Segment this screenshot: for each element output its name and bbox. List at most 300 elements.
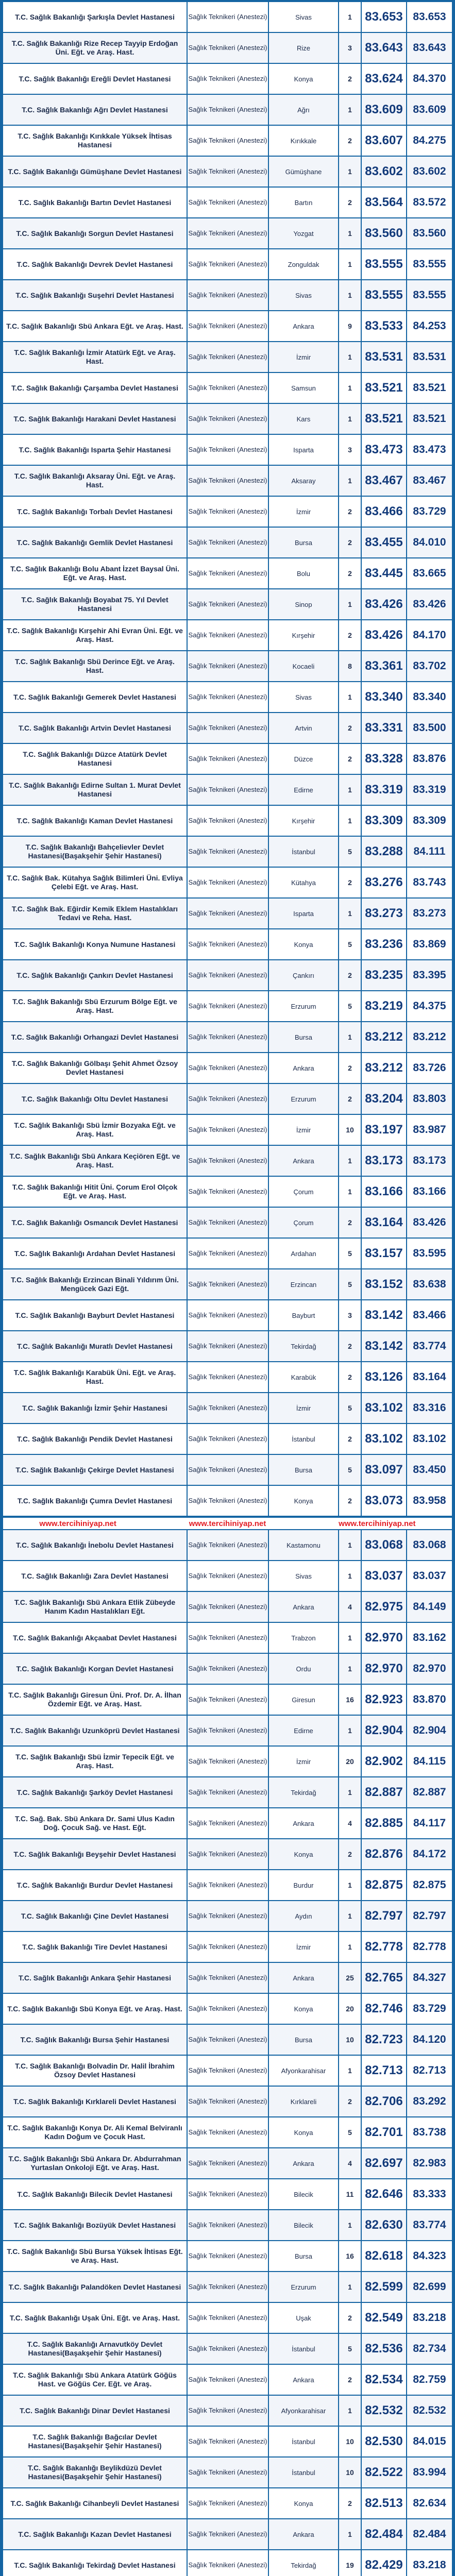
row-max-score: 83.729: [413, 2003, 446, 2014]
table-row: [3, 1654, 452, 1685]
table-row: [3, 713, 452, 744]
row-program: Sağlık Teknikeri (Anestezi): [188, 2396, 269, 2426]
row-program: Sağlık Teknikeri (Anestezi): [188, 1994, 269, 2024]
row-program: Sağlık Teknikeri (Anestezi): [188, 2179, 269, 2209]
row-min-score: 83.288: [362, 837, 407, 867]
row-min-score: 82.599: [362, 2272, 407, 2302]
row-max-score: 83.218: [413, 2312, 446, 2324]
row-hospital: T.C. Sağlık Bakanlığı Beyşehir Devlet Hastanesi: [3, 1839, 188, 1869]
row-max-score: 83.653: [413, 11, 446, 23]
row-city: Konya: [269, 2488, 339, 2518]
row-max-score: 83.726: [413, 1062, 446, 1074]
row-hospital: T.C. Sağlık Bakanlığı Sbü Ankara Keçiören Eğt. ve Araş. Hast.: [3, 1146, 188, 1176]
row-min-score: 82.532: [362, 2396, 407, 2426]
row-min-score: 83.142: [362, 1331, 407, 1361]
row-min-score: 83.037: [362, 1561, 407, 1591]
row-quota: 1: [339, 95, 362, 125]
row-max-score: 84.370: [413, 73, 446, 84]
row-hospital: T.C. Sağlık Bakanlığı Konya Dr. Ali Kemal Belviranlı Kadın Doğum ve Çocuk Hast.: [3, 2117, 188, 2147]
row-quota: 5: [339, 1455, 362, 1485]
row-program: Sağlık Teknikeri (Anestezi): [188, 1932, 269, 1962]
row-hospital: T.C. Sağlık Bakanlığı Zara Devlet Hastanesi: [3, 1561, 188, 1591]
row-city: Kütahya: [269, 868, 339, 897]
row-quota: 3: [339, 33, 362, 63]
row-hospital: T.C. Sağlık Bakanlığı Çarşamba Devlet Hastanesi: [3, 373, 188, 403]
row-program: Sağlık Teknikeri (Anestezi): [188, 991, 269, 1021]
row-min-score: 83.445: [362, 558, 407, 588]
row-city: İzmir: [269, 1747, 339, 1776]
row-hospital: T.C. Sağlık Bakanlığı Bolu Abant İzzet Baysal Üni. Eğt. ve Araş. Hast.: [3, 558, 188, 588]
row-min-score: 83.212: [362, 1053, 407, 1083]
row-quota: 1: [339, 589, 362, 619]
table-row: [3, 2056, 452, 2087]
table-row: [3, 2550, 452, 2576]
row-quota: 2: [339, 960, 362, 990]
row-quota: 1: [339, 2210, 362, 2240]
row-program: Sağlık Teknikeri (Anestezi): [188, 95, 269, 125]
row-quota: 10: [339, 2025, 362, 2055]
row-min-score: 83.555: [362, 249, 407, 279]
row-quota: 2: [339, 2087, 362, 2116]
row-max-score: 83.738: [413, 2126, 446, 2138]
row-hospital: T.C. Sağlık Bak. Kütahya Sağlık Bilimleri Üni. Evliya Çelebi Eğt. ve Araş. Hast.: [3, 868, 188, 897]
row-min-score: 83.102: [362, 1393, 407, 1423]
row-min-score: 82.970: [362, 1654, 407, 1684]
row-quota: 20: [339, 1994, 362, 2024]
row-program: Sağlık Teknikeri (Anestezi): [188, 126, 269, 156]
row-program: Sağlık Teknikeri (Anestezi): [188, 1053, 269, 1083]
table-row: [3, 2117, 452, 2148]
row-max-score: 83.994: [413, 2466, 446, 2478]
table-row: [3, 2, 452, 33]
row-max-score: 83.292: [413, 2095, 446, 2107]
row-hospital: T.C. Sağlık Bakanlığı Edirne Sultan 1. Murat Devlet Hastanesi: [3, 775, 188, 805]
row-hospital: T.C. Sağlık Bakanlığı Sbü Ankara Eğt. ve Araş. Hast.: [3, 311, 188, 341]
row-city: Kırşehir: [269, 806, 339, 836]
row-hospital: T.C. Sağlık Bakanlığı Çekirge Devlet Hastanesi: [3, 1455, 188, 1485]
row-quota: 2: [339, 64, 362, 94]
row-min-score: 83.602: [362, 157, 407, 187]
table-row: [3, 342, 452, 373]
row-min-score: 82.887: [362, 1777, 407, 1807]
table-row: [3, 2365, 452, 2396]
row-min-score: 83.164: [362, 1208, 407, 1238]
row-min-score: 83.609: [362, 95, 407, 125]
row-city: Sivas: [269, 682, 339, 712]
row-hospital: T.C. Sağlık Bakanlığı Sbü İzmir Bozyaka Eğt. ve Araş. Hast.: [3, 1115, 188, 1145]
row-program: Sağlık Teknikeri (Anestezi): [188, 1530, 269, 1560]
row-quota: 4: [339, 1592, 362, 1622]
table-row: [3, 1901, 452, 1932]
table-row: [3, 1592, 452, 1623]
row-max-score: 84.327: [413, 1972, 446, 1984]
row-quota: 1: [339, 1932, 362, 1962]
row-program: Sağlık Teknikeri (Anestezi): [188, 589, 269, 619]
row-max-score: 82.983: [413, 2157, 446, 2169]
row-hospital: T.C. Sağlık Bakanlığı Erzincan Binali Yıldırım Üni. Mengücek Gazi Eğt.: [3, 1269, 188, 1299]
row-program: Sağlık Teknikeri (Anestezi): [188, 188, 269, 217]
row-max-score: 83.987: [413, 1124, 446, 1136]
row-city: İstanbul: [269, 2458, 339, 2487]
row-city: Konya: [269, 929, 339, 959]
row-city: Ardahan: [269, 1239, 339, 1268]
table-row: [3, 2241, 452, 2272]
row-hospital: T.C. Sağlık Bakanlığı Devrek Devlet Hastanesi: [3, 249, 188, 279]
row-quota: 2: [339, 1208, 362, 1238]
table-row: [3, 1146, 452, 1177]
row-city: Tekirdağ: [269, 2550, 339, 2576]
watermark-link[interactable]: www.tercihiniyap.net: [189, 1519, 266, 1528]
row-max-score: 83.316: [413, 1402, 446, 1414]
row-quota: 2: [339, 1486, 362, 1516]
row-city: İstanbul: [269, 1424, 339, 1454]
row-program: Sağlık Teknikeri (Anestezi): [188, 528, 269, 557]
row-max-score: 83.068: [413, 1539, 446, 1551]
row-program: Sağlık Teknikeri (Anestezi): [188, 682, 269, 712]
row-hospital: T.C. Sağlık Bakanlığı Bahçelievler Devlet Hastanesi(Başakşehir Şehir Hastanesi): [3, 837, 188, 867]
row-program: Sağlık Teknikeri (Anestezi): [188, 2025, 269, 2055]
row-city: Edirne: [269, 1716, 339, 1745]
row-program: Sağlık Teknikeri (Anestezi): [188, 311, 269, 341]
row-min-score: 83.197: [362, 1115, 407, 1145]
table-row: [3, 1808, 452, 1839]
row-min-score: 83.473: [362, 435, 407, 465]
row-hospital: T.C. Sağlık Bakanlığı Sbü Erzurum Bölge Eğt. ve Araş. Hast.: [3, 991, 188, 1021]
row-hospital: T.C. Sağlık Bakanlığı Tire Devlet Hastanesi: [3, 1932, 188, 1962]
table-row: [3, 1561, 452, 1592]
row-quota: 1: [339, 2519, 362, 2549]
row-hospital: T.C. Sağlık Bakanlığı İnebolu Devlet Hastanesi: [3, 1530, 188, 1560]
row-city: Trabzon: [269, 1623, 339, 1653]
row-quota: 2: [339, 1424, 362, 1454]
table-row: [3, 311, 452, 342]
row-quota: 1: [339, 1716, 362, 1745]
row-max-score: 82.904: [413, 1724, 446, 1736]
row-quota: 5: [339, 1269, 362, 1299]
row-city: Ankara: [269, 2365, 339, 2395]
row-program: Sağlık Teknikeri (Anestezi): [188, 713, 269, 743]
row-min-score: 82.797: [362, 1901, 407, 1931]
table-row: [3, 1239, 452, 1269]
table-row: [3, 435, 452, 466]
row-city: Erzurum: [269, 991, 339, 1021]
table-row: [3, 157, 452, 188]
row-quota: 5: [339, 1393, 362, 1423]
row-quota: 2: [339, 528, 362, 557]
row-city: Erzincan: [269, 1269, 339, 1299]
row-min-score: 82.429: [362, 2550, 407, 2576]
row-min-score: 83.555: [362, 280, 407, 310]
row-program: Sağlık Teknikeri (Anestezi): [188, 558, 269, 588]
row-hospital: T.C. Sağlık Bakanlığı Sbü Ankara Dr. Abdurrahman Yurtaslan Onkoloji Eğt. ve Araş. Hast.: [3, 2148, 188, 2178]
row-city: Yozgat: [269, 218, 339, 248]
row-min-score: 83.273: [362, 899, 407, 928]
row-max-score: 83.466: [413, 1309, 446, 1321]
row-program: Sağlık Teknikeri (Anestezi): [188, 1393, 269, 1423]
row-program: Sağlık Teknikeri (Anestezi): [188, 157, 269, 187]
row-min-score: 82.904: [362, 1716, 407, 1745]
row-max-score: 83.218: [413, 2559, 446, 2571]
table-row: [3, 1362, 452, 1393]
row-city: Aydın: [269, 1901, 339, 1931]
row-quota: 2: [339, 1839, 362, 1869]
row-city: Aksaray: [269, 466, 339, 496]
row-max-score: 83.309: [413, 815, 446, 826]
row-program: Sağlık Teknikeri (Anestezi): [188, 1239, 269, 1268]
table-row: [3, 2396, 452, 2427]
row-program: Sağlık Teknikeri (Anestezi): [188, 466, 269, 496]
row-min-score: 82.697: [362, 2148, 407, 2178]
row-max-score: 83.595: [413, 1247, 446, 1259]
row-hospital: T.C. Sağlık Bakanlığı Bursa Şehir Hastanesi: [3, 2025, 188, 2055]
row-max-score: 83.467: [413, 474, 446, 486]
row-city: İzmir: [269, 1932, 339, 1962]
row-city: Düzce: [269, 744, 339, 774]
row-max-score: 84.275: [413, 134, 446, 146]
table-row: [3, 2272, 452, 2303]
row-city: Giresun: [269, 1685, 339, 1715]
watermark-link[interactable]: www.tercihiniyap.net: [39, 1519, 116, 1528]
row-hospital: T.C. Sağlık Bakanlığı Rize Recep Tayyip Erdoğan Üni. Eğt. ve Araş. Hast.: [3, 33, 188, 63]
row-hospital: T.C. Sağlık Bakanlığı Çumra Devlet Hastanesi: [3, 1486, 188, 1516]
row-hospital: T.C. Sağlık Bakanlığı Sbü Ankara Etlik Zübeyde Hanım Kadın Hastalıkları Eğt.: [3, 1592, 188, 1622]
table-row: [3, 33, 452, 64]
row-min-score: 82.746: [362, 1994, 407, 2024]
row-city: Bursa: [269, 2241, 339, 2271]
row-min-score: 82.484: [362, 2519, 407, 2549]
row-program: Sağlık Teknikeri (Anestezi): [188, 1084, 269, 1114]
row-min-score: 83.426: [362, 620, 407, 650]
row-program: Sağlık Teknikeri (Anestezi): [188, 899, 269, 928]
row-min-score: 82.513: [362, 2488, 407, 2518]
row-city: Ankara: [269, 1963, 339, 1993]
row-hospital: T.C. Sağlık Bakanlığı Beylikdüzü Devlet Hastanesi(Başakşehir Şehir Hastanesi): [3, 2458, 188, 2487]
row-program: Sağlık Teknikeri (Anestezi): [188, 218, 269, 248]
row-max-score: 83.531: [413, 351, 446, 363]
row-program: Sağlık Teknikeri (Anestezi): [188, 1331, 269, 1361]
row-max-score: 83.333: [413, 2188, 446, 2200]
row-city: Ankara: [269, 1053, 339, 1083]
row-program: Sağlık Teknikeri (Anestezi): [188, 280, 269, 310]
row-min-score: 83.152: [362, 1269, 407, 1299]
row-city: Sinop: [269, 589, 339, 619]
row-hospital: T.C. Sağlık Bakanlığı Bozüyük Devlet Hastanesi: [3, 2210, 188, 2240]
row-max-score: 83.212: [413, 1031, 446, 1043]
row-program: Sağlık Teknikeri (Anestezi): [188, 2087, 269, 2116]
row-quota: 8: [339, 651, 362, 681]
table-row: [3, 682, 452, 713]
row-max-score: 83.743: [413, 876, 446, 888]
row-hospital: T.C. Sağlık Bakanlığı Sbü Derince Eğt. ve Araş. Hast.: [3, 651, 188, 681]
row-hospital: T.C. Sağlık Bakanlığı Bilecik Devlet Hastanesi: [3, 2179, 188, 2209]
row-max-score: 82.875: [413, 1879, 446, 1891]
table-row: [3, 899, 452, 929]
row-hospital: T.C. Sağlık Bakanlığı Konya Numune Hastanesi: [3, 929, 188, 959]
row-city: Konya: [269, 2117, 339, 2147]
row-program: Sağlık Teknikeri (Anestezi): [188, 2519, 269, 2549]
row-hospital: T.C. Sağlık Bakanlığı Gemlik Devlet Hastanesi: [3, 528, 188, 557]
row-program: Sağlık Teknikeri (Anestezi): [188, 1747, 269, 1776]
row-max-score: 84.253: [413, 320, 446, 332]
row-quota: 2: [339, 1362, 362, 1392]
row-max-score: 83.426: [413, 598, 446, 610]
row-quota: 2: [339, 868, 362, 897]
row-quota: 1: [339, 342, 362, 372]
table-row: [3, 1963, 452, 1994]
row-max-score: 82.713: [413, 2064, 446, 2076]
row-min-score: 82.923: [362, 1685, 407, 1715]
row-quota: 5: [339, 2334, 362, 2364]
row-city: Kırklareli: [269, 2087, 339, 2116]
row-program: Sağlık Teknikeri (Anestezi): [188, 2458, 269, 2487]
row-max-score: 83.638: [413, 1278, 446, 1290]
row-city: Konya: [269, 1994, 339, 2024]
row-max-score: 82.797: [413, 1910, 446, 1922]
table-row: [3, 1300, 452, 1331]
table-row: [3, 868, 452, 899]
watermark-link[interactable]: www.tercihiniyap.net: [339, 1519, 416, 1528]
row-quota: 1: [339, 1561, 362, 1591]
table-row: [3, 1839, 452, 1870]
row-quota: 2: [339, 1053, 362, 1083]
row-program: Sağlık Teknikeri (Anestezi): [188, 2303, 269, 2333]
row-hospital: T.C. Sağlık Bakanlığı Ardahan Devlet Hastanesi: [3, 1239, 188, 1268]
row-program: Sağlık Teknikeri (Anestezi): [188, 33, 269, 63]
row-min-score: 83.560: [362, 218, 407, 248]
row-min-score: 83.097: [362, 1455, 407, 1485]
row-program: Sağlık Teknikeri (Anestezi): [188, 1963, 269, 1993]
row-quota: 1: [339, 1177, 362, 1207]
row-min-score: 83.166: [362, 1177, 407, 1207]
row-quota: 3: [339, 435, 362, 465]
row-hospital: T.C. Sağlık Bakanlığı Bartın Devlet Hastanesi: [3, 188, 188, 217]
row-city: Ankara: [269, 2148, 339, 2178]
row-hospital: T.C. Sağlık Bakanlığı Akçaabat Devlet Hastanesi: [3, 1623, 188, 1653]
row-max-score: 82.759: [413, 2374, 446, 2385]
table-row: [3, 528, 452, 558]
row-hospital: T.C. Sağlık Bakanlığı Kazan Devlet Hastanesi: [3, 2519, 188, 2549]
table-row: [3, 1530, 452, 1561]
row-program: Sağlık Teknikeri (Anestezi): [188, 2, 269, 32]
table-row: [3, 2303, 452, 2334]
row-city: İzmir: [269, 1393, 339, 1423]
row-max-score: 83.521: [413, 413, 446, 425]
row-max-score: 84.117: [413, 1817, 446, 1829]
table-row: [3, 1269, 452, 1300]
table-row: [3, 1084, 452, 1115]
row-max-score: 83.803: [413, 1093, 446, 1105]
row-max-score: 83.162: [413, 1632, 446, 1643]
row-max-score: 83.037: [413, 1570, 446, 1582]
row-city: Erzurum: [269, 1084, 339, 1114]
row-hospital: T.C. Sağlık Bakanlığı Gemerek Devlet Hastanesi: [3, 682, 188, 712]
table-row: [3, 2179, 452, 2210]
row-city: İzmir: [269, 497, 339, 527]
row-program: Sağlık Teknikeri (Anestezi): [188, 960, 269, 990]
table-row: [3, 620, 452, 651]
row-min-score: 83.219: [362, 991, 407, 1021]
row-city: Bursa: [269, 1455, 339, 1485]
row-min-score: 82.701: [362, 2117, 407, 2147]
row-program: Sağlık Teknikeri (Anestezi): [188, 2241, 269, 2271]
row-max-score: 83.774: [413, 2219, 446, 2231]
row-max-score: 83.426: [413, 1216, 446, 1228]
row-city: Ordu: [269, 1654, 339, 1684]
row-quota: 5: [339, 929, 362, 959]
row-quota: 1: [339, 1777, 362, 1807]
row-city: Afyonkarahisar: [269, 2056, 339, 2086]
table-row: [3, 806, 452, 837]
row-min-score: 83.361: [362, 651, 407, 681]
row-min-score: 83.126: [362, 1362, 407, 1392]
row-hospital: T.C. Sağlık Bakanlığı Kırklareli Devlet Hastanesi: [3, 2087, 188, 2116]
row-hospital: T.C. Sağlık Bakanlığı Çine Devlet Hastanesi: [3, 1901, 188, 1931]
row-min-score: 83.531: [362, 342, 407, 372]
row-min-score: 83.533: [362, 311, 407, 341]
row-city: Afyonkarahisar: [269, 2396, 339, 2426]
row-hospital: T.C. Sağlık Bakanlığı Arnavutköy Devlet Hastanesi(Başakşehir Şehir Hastanesi): [3, 2334, 188, 2364]
row-quota: 25: [339, 1963, 362, 1993]
row-quota: 1: [339, 2272, 362, 2302]
row-min-score: 83.235: [362, 960, 407, 990]
row-hospital: T.C. Sağlık Bakanlığı Sbü İzmir Tepecik Eğt. ve Araş. Hast.: [3, 1747, 188, 1776]
row-program: Sağlık Teknikeri (Anestezi): [188, 1716, 269, 1745]
watermark-banner[interactable]: [3, 1517, 452, 1530]
row-hospital: T.C. Sağlık Bakanlığı Giresun Üni. Prof. Dr. A. İlhan Özdemir Eğt. ve Araş. Hast.: [3, 1685, 188, 1715]
row-max-score: 82.887: [413, 1786, 446, 1798]
row-quota: 1: [339, 775, 362, 805]
row-hospital: T.C. Sağlık Bakanlığı Uşak Üni. Eğt. ve Araş. Hast.: [3, 2303, 188, 2333]
row-city: Erzurum: [269, 2272, 339, 2302]
row-max-score: 83.166: [413, 1185, 446, 1197]
row-quota: 16: [339, 2241, 362, 2271]
row-min-score: 82.765: [362, 1963, 407, 1993]
row-quota: 1: [339, 1623, 362, 1653]
row-quota: 2: [339, 744, 362, 774]
row-hospital: T.C. Sağlık Bakanlığı Boyabat 75. Yıl Devlet Hastanesi: [3, 589, 188, 619]
row-hospital: T.C. Sağlık Bakanlığı Pendik Devlet Hastanesi: [3, 1424, 188, 1454]
row-hospital: T.C. Sağlık Bakanlığı Korgan Devlet Hastanesi: [3, 1654, 188, 1684]
row-hospital: T.C. Sağlık Bakanlığı Sbü Konya Eğt. ve Araş. Hast.: [3, 1994, 188, 2024]
row-max-score: 84.010: [413, 536, 446, 548]
row-quota: 1: [339, 682, 362, 712]
row-min-score: 83.068: [362, 1530, 407, 1560]
row-hospital: T.C. Sağlık Bakanlığı Uzunköprü Devlet Hastanesi: [3, 1716, 188, 1745]
row-quota: 1: [339, 1146, 362, 1176]
table-row: [3, 1424, 452, 1455]
row-program: Sağlık Teknikeri (Anestezi): [188, 1269, 269, 1299]
row-program: Sağlık Teknikeri (Anestezi): [188, 1455, 269, 1485]
row-hospital: T.C. Sağlık Bakanlığı Orhangazi Devlet Hastanesi: [3, 1022, 188, 1052]
row-quota: 10: [339, 2427, 362, 2456]
row-min-score: 83.521: [362, 404, 407, 434]
row-quota: 10: [339, 2458, 362, 2487]
row-min-score: 83.212: [362, 1022, 407, 1052]
row-quota: 10: [339, 1115, 362, 1145]
row-program: Sağlık Teknikeri (Anestezi): [188, 1300, 269, 1330]
row-max-score: 83.102: [413, 1433, 446, 1445]
table-row: [3, 188, 452, 218]
row-hospital: T.C. Sağlık Bakanlığı Bağcılar Devlet Hastanesi(Başakşehir Şehir Hastanesi): [3, 2427, 188, 2456]
row-city: Konya: [269, 1839, 339, 1869]
row-city: Çorum: [269, 1208, 339, 1238]
table-row: [3, 1177, 452, 1208]
row-min-score: 83.319: [362, 775, 407, 805]
row-city: Edirne: [269, 775, 339, 805]
row-hospital: T.C. Sağlık Bakanlığı Sbü Bursa Yüksek İhtisas Eğt. ve Araş. Hast.: [3, 2241, 188, 2271]
row-max-score: 83.560: [413, 227, 446, 239]
row-hospital: T.C. Sağlık Bakanlığı Cihanbeyli Devlet Hastanesi: [3, 2488, 188, 2518]
